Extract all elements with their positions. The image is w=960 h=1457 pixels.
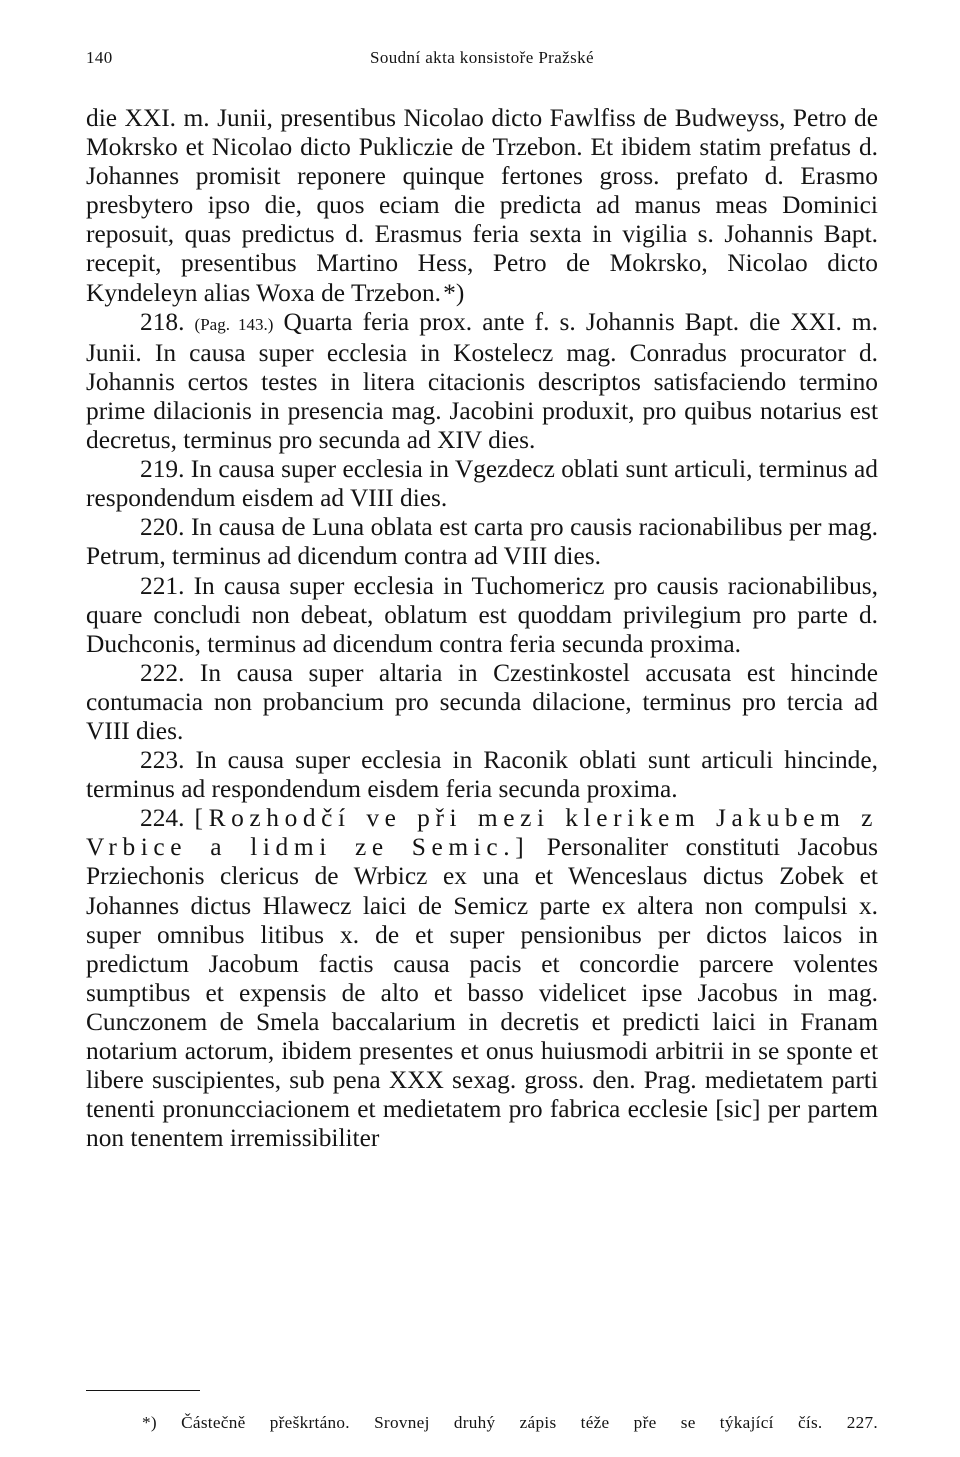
entry-222: 222. In causa super altaria in Czestinkostel accusata est hincinde contumacia non probancium pro secunda dilacione, terminus pro tercia ad VIII dies. — [86, 658, 878, 745]
entry-219: 219. In causa super ecclesia in Vgezdecz oblati sunt articuli, terminus ad respondendum eisdem ad VIII dies. — [86, 455, 878, 513]
entry-220: 220. In causa de Luna oblata est carta pro causis racionabilibus per mag. Petrum, terminus ad dicendum contra ad VIII dies. — [86, 513, 878, 571]
running-head — [86, 48, 878, 72]
entry-218 — [86, 308, 878, 455]
footnote-text: Částečně přeškrtáno. Srovnej druhý zápis téže pře se týkající čís. 227. — [181, 1413, 878, 1432]
footnote-reference: *) — [443, 278, 465, 307]
paragraph-text: die XXI. m. Junii, presentibus Nicolao dicto Fawlfiss de Budweyss, Petro de Mokrsko et Nicolao dicto Pukliczie de Trzebon. Et ibidem statim prefatus d. Johannes promisit reponere quinque fertones gross. prefato d. Erasmo presbytero ipso die, quos eciam die predicta ad manus meas Dominici reposuit, quas predictus d. Erasmus feria sexta in vigilia s. Johannis Bapt. recepit, presentibus Martino Hess, Petro de Mokrsko, Nicolao dicto Kyndeleyn alias Woxa de Trzebon. — [86, 104, 878, 307]
entry-223: 223. In causa super ecclesia in Raconik oblati sunt articuli hincinde, terminus ad respondendum eisdem feria secunda proxima. — [86, 746, 878, 804]
entry-number: 218. — [140, 307, 185, 336]
body-text — [86, 104, 878, 1153]
entry-number: 224. — [140, 804, 185, 833]
entry-224 — [86, 804, 878, 1153]
entry-text: Quarta feria prox. ante f. s. Johannis Bapt. die XXI. m. Junii. In causa super ecclesia in Kostelecz mag. Conradus procurator d. Johannis certos testes in litera citacionis descriptos satisfaciendo termino prime dilacionis in presencia mag. Jacobini produxit, pro quibus notarius est decretus, terminus pro secunda ad XIV dies. — [86, 307, 878, 455]
page-reference: (Pag. 143.) — [194, 314, 274, 334]
running-head-title: Soudní akta konsistoře Pražské — [370, 48, 594, 67]
entry-heading: [Rozhodčí ve při mezi klerikem Jakubem z Vrbice a lidmi ze Semic.] — [86, 804, 878, 862]
paragraph-continuation — [86, 104, 878, 308]
footnote-divider — [86, 1390, 200, 1391]
page-number: 140 — [86, 48, 113, 67]
entry-text: Personaliter constituti Jacobus Prziechonis clericus de Wrbicz ex una et Wenceslaus dictus Zobek et Johannes dictus Hlawecz laici de Semicz parte ex altera non compulsi x. super omnibus litibus x. de et super pensionibus per dictos laicos in predictum Jacobum factis causa pacis et concordie parcere volentes sumptibus et expensis de alto et basso videlicet ipse Jacobus in mag. Cunczonem de Smela baccalarium in decretis et predicti laici in Franam notarium actorum, ibidem presentes et onus huiusmodi arbitrii in se sponte et libere suscipientes, sub pena XXX sexag. gross. den. Prag. medietatem parti tenenti pronuncciacionem et medietatem pro fabrica ecclesie [sic] per partem non tenentem irremissibiliter — [86, 833, 878, 1153]
footnote-mark: *) — [142, 1413, 157, 1432]
entry-221: 221. In causa super ecclesia in Tuchomericz pro causis racionabilibus, quare concludi non debeat, oblatum est quoddam privilegium pro parte d. Duchconis, terminus ad dicendum contra feria secunda proxima. — [86, 571, 878, 658]
footnote — [86, 1412, 878, 1434]
